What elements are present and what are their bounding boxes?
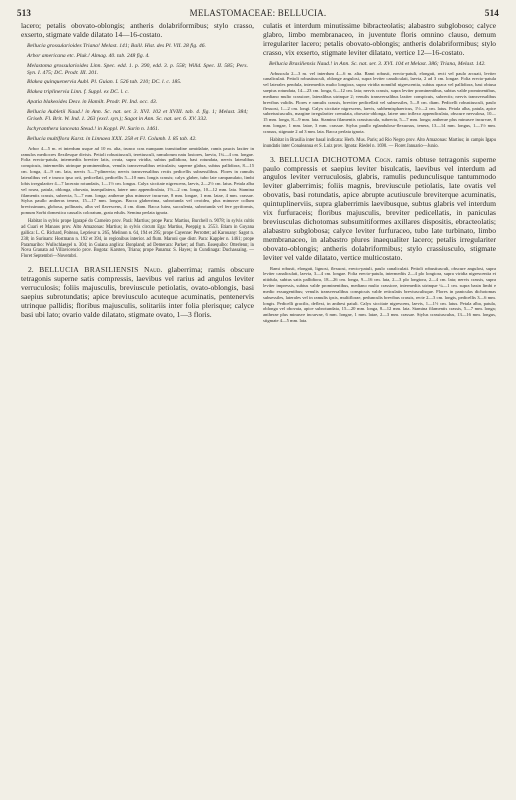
right-column [263, 22, 496, 792]
left-references [21, 43, 254, 143]
left-description: Arbor 4—5 m. et interdum usque ad 10 m. alta, trunco cras nunquam transitudine armidalate, ramis paucis laxiter in ramulos mediocres flexilesque divisis. Petioli robustiusculi, teretiusculi, ramulorum natu laxiores, laevia, 1¾—4 cm. longae. Folia erecto-patula, intermediis breviter latis, ovata, supra viridia, subtus pallidiora, basi rotundata, nervis lateralibus conspicuis, intermediis utrinque prominentibus, venulis transversalibus reticulatis; superne glabra, subtus pallidiora, 8—15 cm. longa, 4—9 cm. lata, nervis 5—7-plinervia; nervis transversalibus rectis pedicellis subsessilibus. Flores in ramulis lateralibus vel e trunco ipso orti, pedicellati, pedicellis 5—10 mm. longis crassis; calyx glaber, tubo late campanulato, limbi lobis irregulariter 4—7 lacerato rotundatis, 1—1½ cm. longus. Calyx siccitate nigrescens, laevis, 2—2½ cm. latus. Petala alba vel rosea, patula, oblonga, obovata, inaequilatera, latere uno appendiculata, 1½—2 cm. longa, 10—12 mm. lata. Stamina filamentis crassis, subrecta, 5—7 mm. longa; antherae plus minusve incurvae, 8 mm. longae, 1 mm. latae, 4 mm. crassae. Stylus paullo antheras tenera, 15—17 mm. longus. Bacca glaberrima, subrotunda vel ovoidea, plus minusve collum brevissimum, globosa, pollinaris, alba vel flavescens, 4 cm. diam. Bacca lutea, succulenta, subrotunda vel fere pyriformis, pomum Sorbi domestica causalis coloratum, grata edulis. Semina perlata ignota. [21, 145, 254, 216]
running-title: MELASTOMACEAE: BELLUCIA. [189, 8, 327, 18]
species-name: BELLUCIA BRASILIENSIS [39, 265, 139, 275]
left-intro-paragraph: lacero; petalis obovato-oblongis; antheris dolabriformibus; stylo crasso, exserto, stigmate valde dilatato 14—16-costato. [21, 22, 254, 39]
species-author: Naud. [144, 265, 163, 275]
species-diagnosis: ramis obtuse tetragonis superne paulo compressis et saepius leviter bisulcatis, laevibus vel interdum ad angulos leviter verruculosis, glabris, ramulis pedunculisque tantummodo leviter glaberrimis; foliis magnis, breviuscule petiolatis, late ovatis vel obovatis, basi rotundatis, apice abrupte acutiuscule breviterque acuminatis, quintuplinerviis, supra glaberrimis laevibusque, subtus glabris vel interdum vix furfuraceis; floribus majusculis, breviter pedicellatis, in paniculas breviusculas dichotomas subsumitiformes axillares dispositis, ebracteolatis; alabastro subglobosa; calyce leviter furfuraceo, tubo late turbinato, limbo membranaceo, in alabastro plures inaequaliter lacero; petalis irregulariter obovato-oblongis; antheris dolabriformibus; stylo crassiusculo, stigmate leviter vel valde dilatato, vertice multicostato. [263, 154, 496, 262]
reference-entry: Bellucia Aubletii Naud.! in Ann. Sc. nat. ser. 3. XVI. 102 et XVIII. tab. 4. fig. 1; Melast. 384; Griseb. Fl. Brit. W. Ind. 1. 263 (excl. syn.); Sagot in Ann. Sc. nat. ser. 6. XV. 332. [27, 109, 248, 123]
species-author: Cogn. [374, 154, 393, 164]
reference-entry: Bellucia Brasiliensis Naud.! in Ann. Sc. nat. ser. 3. XVI. 104 et Melast. 386; Triana, Melast. 142. [269, 60, 486, 67]
reference-entry: Bellucia multiflora Karst. in Linnaea XXX. 258 et Fl. Columb. I. 85 tab. 42. [27, 135, 197, 142]
species-entry-2 [21, 266, 254, 319]
page-header [17, 8, 499, 22]
species-entry-3 [263, 156, 496, 263]
page-number-right: 514 [484, 8, 499, 18]
left-habitat: Habitat in sylvis prope Igarapé do Carneiro prov. Pará: Martius; prope Para: Martius, Burchell n. 9078; in sylvis cultis ad Cuari et Manaos prov. Alto Amazonas: Martius; in sylvis circum Ega: Martius, Poeppig n. 2553. Etiam in Guyana gallica: L. C. Richard, Poiteau, Leprieur n. 265, Melinon n. 64, 194 et 295; prope Cayenne: Perrottet; ad Karouany: Sagot n. 238; in Surinam: Hostmann n. 192 et 394, in regionibus interior. ad flum. Maroni que distr. Para: Kappler n. 1461; prope Paramaribo: Wullschlaegel n. 304; in Guiana anglica: Bonpland; ad Demerara: Parker; ad flum. Essequibo: Otterlenn; in Nova Granata ad Villavicencio prov. Bogota: Karsten, Triana; prope Panama: S. Hayes; in Cundinaga: Duchassaing. — Floret Septembri—Novembri. [21, 218, 254, 260]
reference-entry: Blakea quinquenervia Aubl. Pl. Guian. I. 526 tab. 210; DC. l. c. 185. [27, 79, 182, 86]
reference-entry: Apatia blakeoides Desv. in Hamilt. Prodr. Pl. Ind. occ. 43. [27, 99, 158, 106]
reference-entry: Melastoma grossularioides Linn. Spec. edd. 1. p. 390, edd. 3. p. 558; Willd. Spec. II. 585; Pers. Syn. I. 475; DC. Prodr. III. 201. [27, 62, 248, 76]
reference-entry: Arbor americana etc. Pluk.! Almag. 40. tab. 248 fig. 4. [27, 52, 150, 59]
right-description-2: Rami robusti, elongati, lignosi, flexuosi, erecto-patuli, paulo canaliculati. Petioli robustiusculi, obscure angulosi, supra leviter canaliculati, laevia, 3—4 cm. longae. Folia erecto-patula, intermediis 2—4 plo longiora, supra viridia nigrescentia et nitidula, subtus satis pallidiora, 18—26 cm. longa, 9—16 cm. lata, 2—3 plo longiora, 2—4 cm. lata; nervis crassis, supra leviter impressis, subtus valde prominentibus, mediano multo crassiore, intermediis utrinque ¼—1 cm. supra basin limbi e medio exsurgentibus; venulis transversalibus conspicuis valde reticulatis breviusculisque. Flores in paniculas dichotomas subsessiles, laterales vel in ramulis ipsis, multiflorae, pedunculis brevibus crassis, recte 2—3 cm. longis, pedicellis 3—6 mm. longis. Pedicelli gracilis, deflexi, in anthesi patuli. Calyx siccitate nigrescens, laevis, 1—1½ cm. latus. Petala alba, patula, oblonga vel obovata, apice subrotundata, 15—20 mm. longa, 8—12 mm. lata. Stamina filamentis crassis, 5—7 mm. longa; antherae plus minusve incurvae, 6 mm. longae, 1 mm. latae, 2—3 mm. crassae. Stylus crassiusculus, 13—16 mm. longus, stigmate 4—5 mm. lata. [263, 265, 496, 324]
reference-entry: Ischyranthera lanceata Steud.! in Koppl. Pl. Surin n. 1461. [27, 125, 160, 132]
right-intro-paragraph: culatis et interdum minutissime bibracteolatis; alabastro subgloboso; calyce glabro, limbo membranaceo, in juventute floris omnino clauso, demum irregulariter lacero; petalis obovato-oblongis; antheris dolabriformibus; stylo crasso, vix exserto, stigmate leviter dilatato, vertice 12—16-costato. [263, 22, 496, 57]
left-column [21, 22, 254, 792]
species-diagnosis: glaberrima; ramis obscure tetragonis superne satis compressis, laevibus vel rarius ad angulos leviter verruculosis; foliis majusculis, breviuscule petiolatis, ovato-oblongis, basi saepius subrotundatis; apice breviusculo acuteque acuminatis, pentenervis utrinque pallidis; floribus majusculis, solitariis inter folia plerisque; calyce basi ubi lato; ovario valde dilatato, stigmate ovato, 1—3 floris. [21, 265, 254, 319]
page-number-left: 513 [17, 8, 32, 18]
species-number: 3. [270, 154, 276, 164]
species-number: 2. [28, 265, 34, 275]
reference-entry: Bellucia grossularioides Triana! Melast. 141; Baill. Hist. des Pl. VII. 28 fig. 46. [27, 42, 206, 49]
reference-entry: Blakea triplinervia Linn. f. Suppl. ex DC. l. c. [27, 89, 129, 96]
species-name: BELLUCIA DICHOTOMA [279, 154, 372, 164]
right-habitat: Habitat in Brasilia inter basal indicata: Herb. Mus. Paris; ad Rio Negro prov. Alto Amazonas: Martius; in campis Igapu inundatis inter Conaleanua et S. Luiz prov. Ignota: Riedel n. 1690. — Floret Januario—Junio. [263, 137, 496, 149]
right-description: Arbuscula 2—3 m. vel interdum 4—6 m. alta. Rami robusti, erecto-patuli, elongati, recti vel paulo arcuati, leviter canaliculati. Petioli robustiusculi, oblonge angulosi, supra leviter canaliculati, laevia, 2 ad 3 cm. longae. Folia erecto-patula vel laterales pendula, intermediis multo longiora, supra viridia nonnihil nigrescentia, subtus opaca vel pallidiora, basi obtusa saepius rotundata, 14—23 cm. longa, 6—12 cm. lata; nervis crassis, supra leviter prominentibus, subtus valde prominentibus, mediano multo crassiore, lateralibus utrinque 2; venulis transversalibus laxiter conspicuis, subrectis; nervis transversalibus brevibus validis. Flores e ramulis crassis, breviter pedicellati vel subsessiles, 5—8 cm. diam. Pedicelli robustiusculi, paulo flexuosi, 1—2 cm. longi. Calyx siccitate nigrescens, laevis, subhemisphaericus, 1½—2 cm. latus. Petala alba, patula, apice subretusiusculis, margine irregulariter crenulata, obovato-oblonga, latere uno inflexo appendiculata, obscure nervulosa, 10—15 mm. longa, 8—9 mm. lata. Stamina filamentis crassiuscula, subrecta, 5—7 mm. longa; antherae plus minusve incurvae, 8 mm. longae, 1 mm. latae, 3 mm. crassae. Stylus paullo eglanduloso-flexuosus, tenera, 13—14 mm. longus, 1—1½ mm. crassus, stigmate 2 ad 3 mm. lata. Bacca perlata ignota. [263, 70, 496, 134]
